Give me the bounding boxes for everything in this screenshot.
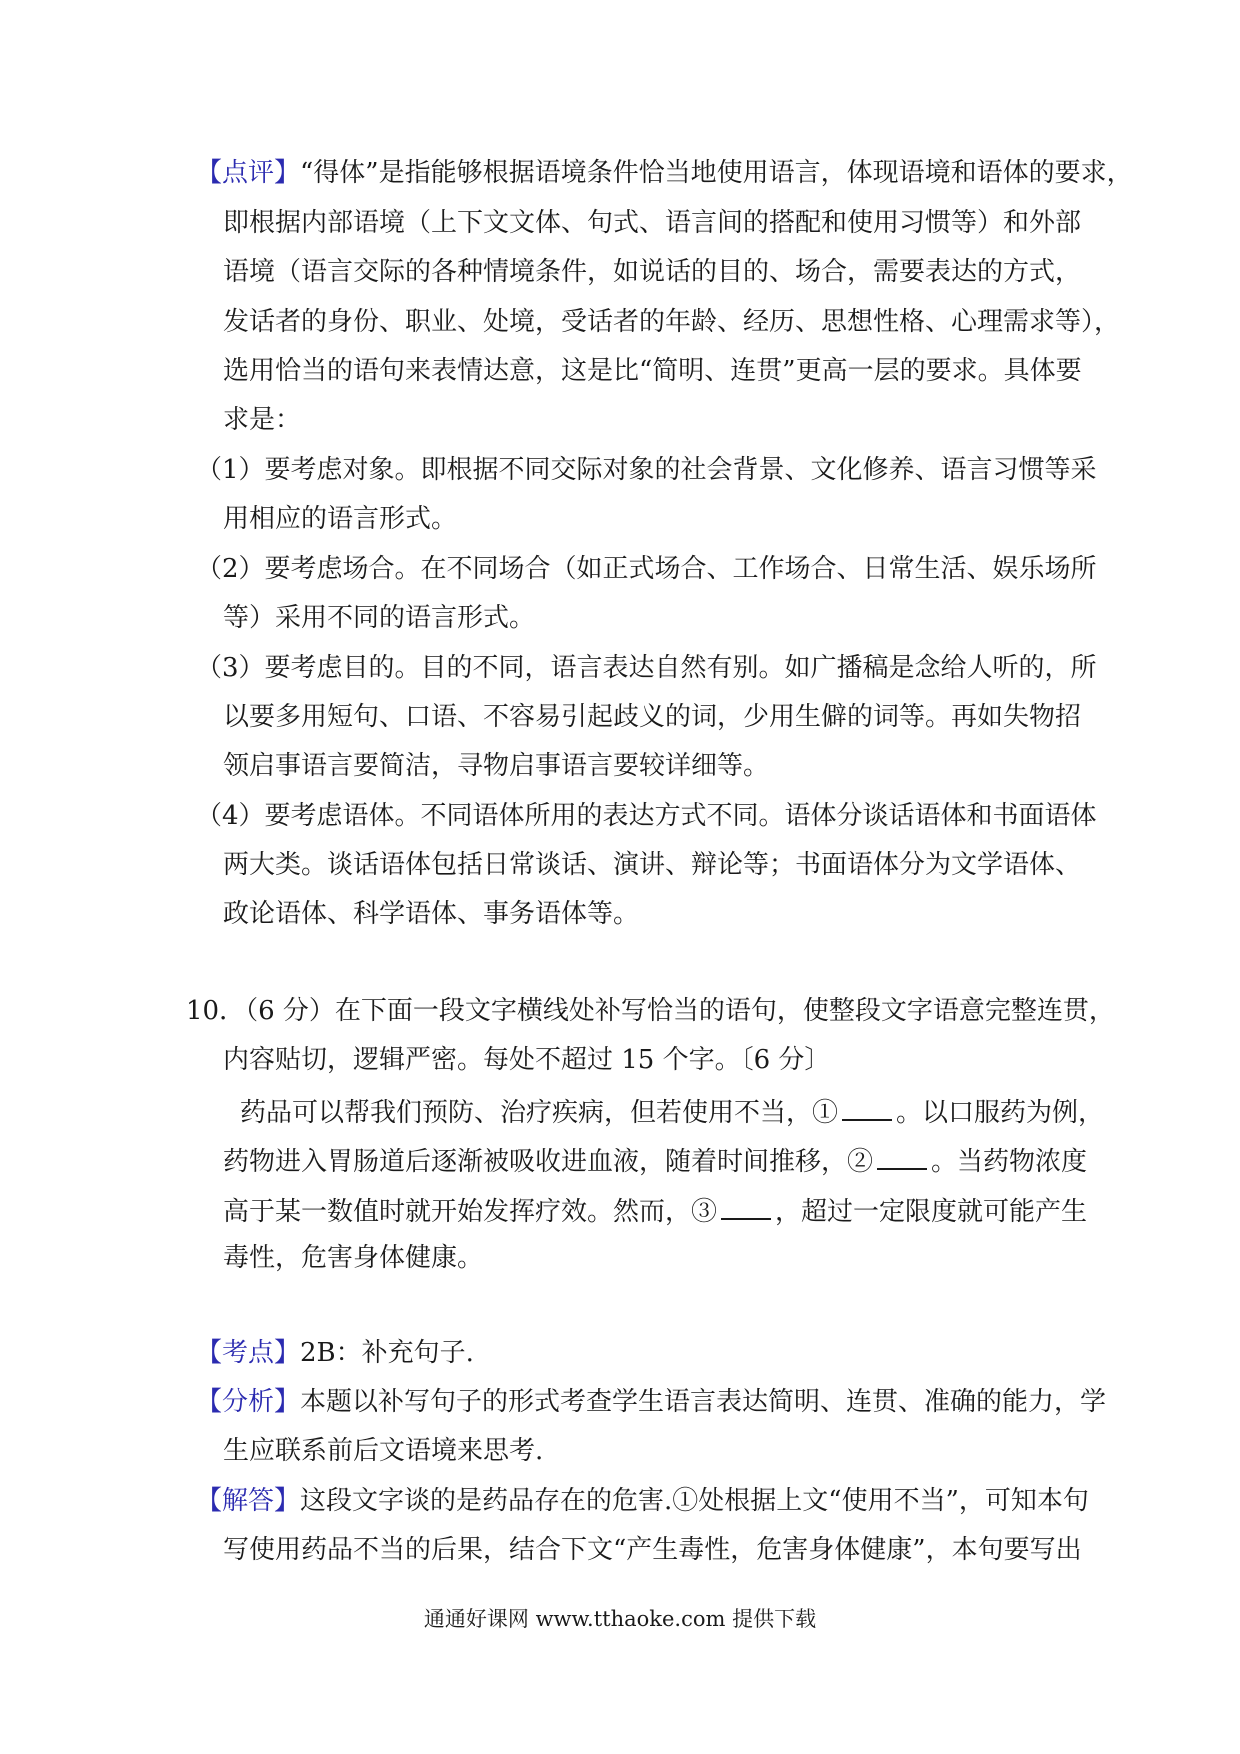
review-point-3: （3）要考虑目的。目的不同，语言表达自然有别。如广播稿是念给人听的，所 (196, 653, 1097, 683)
review-point-2: （2）要考虑场合。在不同场合（如正式场合、工作场合、日常生活、娱乐场所 (196, 554, 1097, 584)
review-point-3-cont-1: 以要多用短句、口语、不容易引起歧义的词，少用生僻的词等。再如失物招 (223, 702, 1082, 732)
review-point-1: （1）要考虑对象。即根据不同交际对象的社会背景、文化修养、语言习惯等采 (196, 455, 1097, 485)
question-passage-line-2: 药物进入胃肠道后逐渐被吸收进血液，随着时间推移，② 。当药物浓度 (223, 1147, 1088, 1177)
kaodian-tag: 【考点】 (196, 1338, 301, 1368)
review-point-1-cont: 用相应的语言形式。 (223, 504, 458, 534)
review-point-4: （4）要考虑语体。不同语体所用的表达方式不同。语体分谈话语体和书面语体 (196, 801, 1097, 831)
review-line-5: 选用恰当的语句来表情达意，这是比“简明、连贯”更高一层的要求。具体要 (223, 356, 1082, 386)
review-line-3: 语境（语言交际的各种情境条件，如说话的目的、场合，需要表达的方式， (223, 257, 1082, 287)
review-line-2: 即根据内部语境（上下文文体、句式、语言间的搭配和使用习惯等）和外部 (223, 208, 1082, 238)
fenxi-line-2: 生应联系前后文语境来思考. (223, 1436, 544, 1466)
answer-blank-1[interactable] (842, 1097, 892, 1121)
review-tag: 【点评】 (196, 158, 301, 188)
review-line-6: 求是： (223, 405, 302, 435)
jieda-line-1: 【解答】这段文字谈的是药品存在的危害.①处根据上文“使用不当”，可知本句 (196, 1486, 1089, 1516)
jieda-line-2: 写使用药品不当的后果，结合下文“产生毒性，危害身体健康”，本句要写出 (223, 1535, 1082, 1565)
jieda-tag: 【解答】 (196, 1486, 301, 1516)
review-point-4-cont-1: 两大类。谈话语体包括日常谈话、演讲、辩论等；书面语体分为文学语体、 (223, 850, 1082, 880)
question-passage-line-1: 药品可以帮我们预防、治疗疾病，但若使用不当，① 。以口服药为例， (240, 1098, 1105, 1128)
review-line-1: 【点评】“得体”是指能够根据语境条件恰当地使用语言，体现语境和语体的要求， (196, 158, 1133, 188)
review-point-3-cont-2: 领启事语言要简洁，寻物启事语言要较详细等。 (223, 751, 770, 781)
question-10-line-2: 内容贴切，逻辑严密。每处不超过 15 个字。〔6 分〕 (223, 1045, 831, 1075)
review-point-2-cont: 等）采用不同的语言形式。 (223, 603, 536, 633)
answer-blank-3[interactable] (721, 1196, 771, 1220)
review-line-4: 发话者的身份、职业、处境，受话者的年龄、经历、思想性格、心理需求等）， (223, 307, 1121, 337)
answer-blank-2[interactable] (877, 1146, 927, 1170)
fenxi-tag: 【分析】 (196, 1387, 301, 1417)
question-10-line-1: 10．（6 分）在下面一段文字横线处补写恰当的语句，使整段文字语意完整连贯， (186, 996, 1115, 1026)
question-passage-line-4: 毒性，危害身体健康。 (223, 1243, 484, 1273)
review-point-4-cont-2: 政论语体、科学语体、事务语体等。 (223, 899, 640, 929)
fenxi-line-1: 【分析】本题以补写句子的形式考查学生语言表达简明、连贯、准确的能力，学 (196, 1387, 1107, 1417)
question-passage-line-3: 高于某一数值时就开始发挥疗效。然而，③ ，超过一定限度就可能产生 (223, 1197, 1088, 1227)
kaodian-line: 【考点】2B：补充句子. (196, 1338, 474, 1368)
page-footer: 通通好课网 www.tthaoke.com 提供下载 (423, 1607, 817, 1631)
